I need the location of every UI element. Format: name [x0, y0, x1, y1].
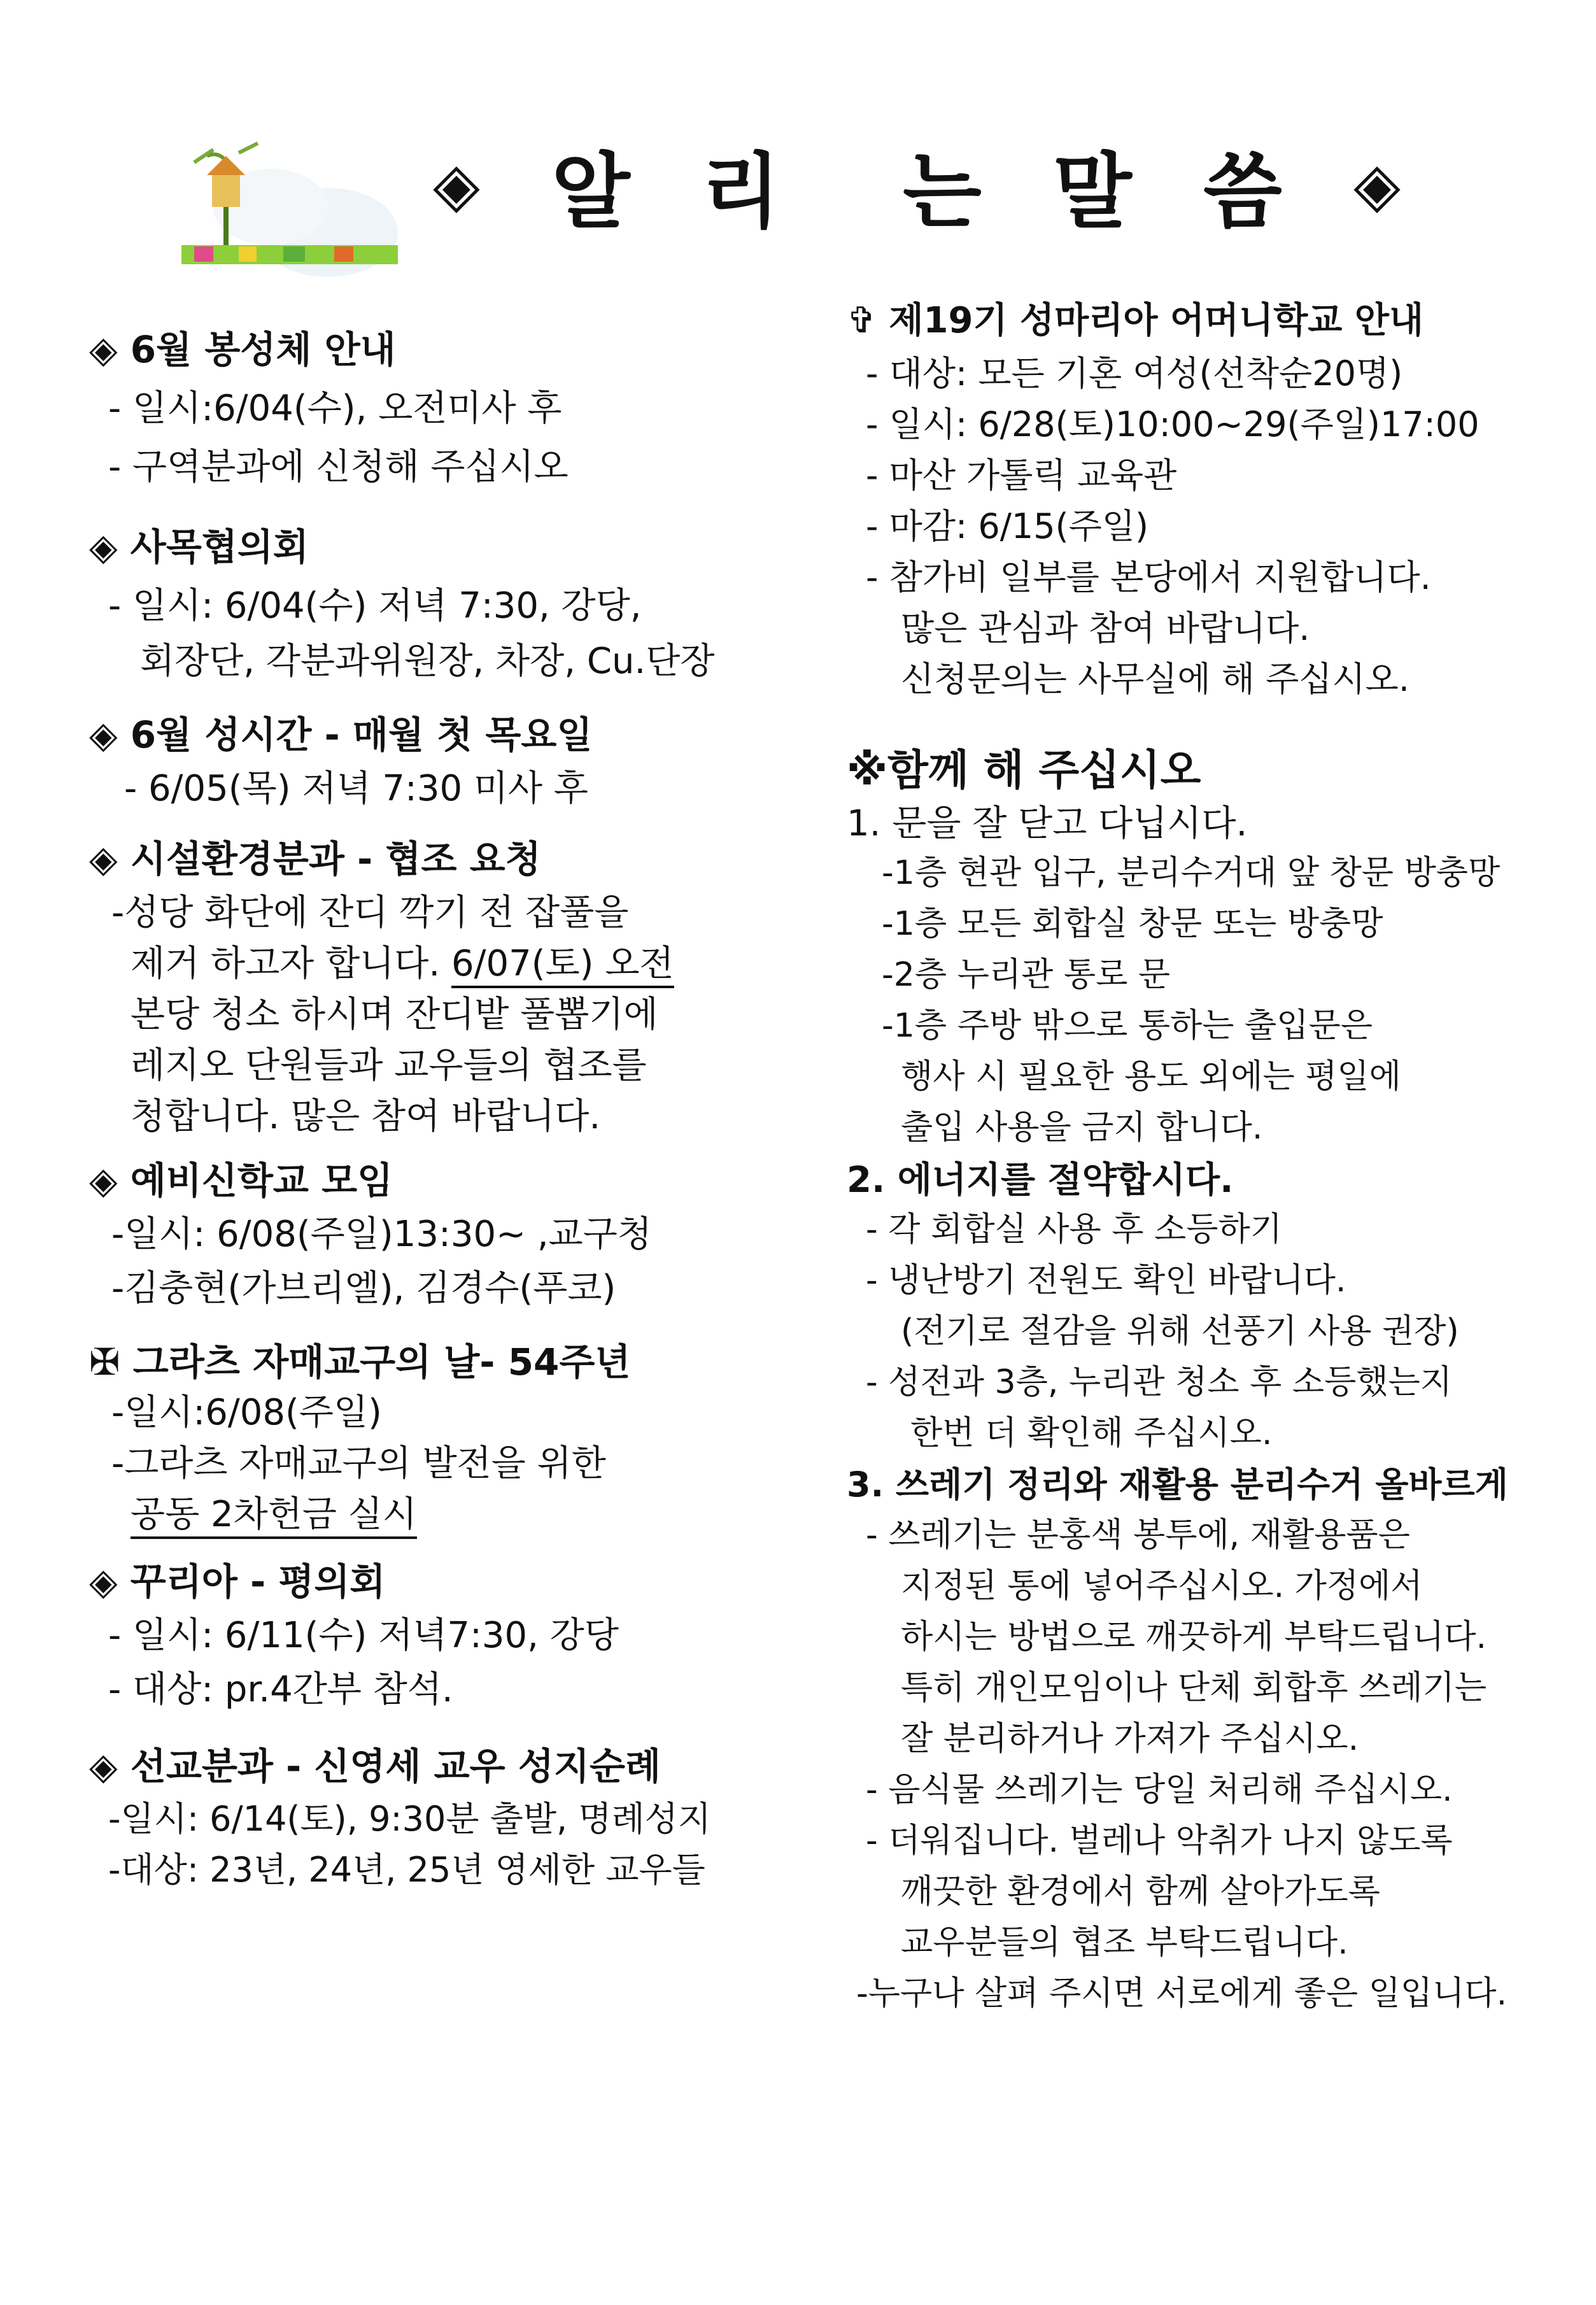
notice-line: - 음식물 쓰레기는 당일 처리해 주십시오.	[866, 1771, 1453, 1809]
notice-line: 잘 분리하거나 가져가 주십시오.	[901, 1720, 1359, 1758]
highlight-text: 공동 2차헌금 실시	[131, 1494, 417, 1539]
title-char: 리	[702, 145, 780, 239]
notice-line: 출입 사용을 금지 합니다.	[901, 1109, 1263, 1147]
notice-line: 한번 더 확인해 주십시오.	[910, 1414, 1273, 1452]
notice-line: - 일시: 6/04(수) 저녁 7:30, 강당,	[108, 585, 642, 627]
notice-line: -일시: 6/14(토), 9:30분 출발, 명례성지	[108, 1799, 711, 1839]
section-heading: ✠ 그라츠 자매교구의 날- 54주년	[89, 1340, 631, 1384]
highlight-date: 6/07(토) 오전	[451, 943, 674, 988]
notice-line: - 일시:6/04(수), 오전미사 후	[108, 388, 562, 429]
notice-line: - 냉난방기 전원도 확인 바랍니다.	[866, 1261, 1346, 1300]
section-heading: ◈ 6월 봉성체 안내	[89, 328, 396, 371]
notice-line: - 6/05(목) 저녁 7:30 미사 후	[124, 768, 588, 809]
section-heading: ◈ 사목협의회	[89, 525, 309, 569]
notice-line: 교우분들의 협조 부탁드립니다.	[901, 1924, 1348, 1962]
diamond-icon: ◈	[1353, 149, 1401, 220]
notice-line: -일시: 6/08(주일)13:30~ ,교구청	[111, 1214, 652, 1255]
section-heading: ※함께 해 주십시오	[847, 746, 1201, 795]
notice-line: - 각 회합실 사용 후 소등하기	[866, 1210, 1282, 1249]
notice-line: 레지오 단원들과 교우들의 협조를	[131, 1045, 647, 1086]
notice-line	[131, 1493, 417, 1536]
notice-line: -1층 현관 입구, 분리수거대 앞 창문 방충망	[882, 854, 1501, 892]
notice-line: - 성전과 3층, 누리관 청소 후 소등했는지	[866, 1363, 1453, 1401]
notice-line: -대상: 23년, 24년, 25년 영세한 교우들	[108, 1850, 705, 1890]
notice-line: 하시는 방법으로 깨끗하게 부탁드립니다.	[901, 1618, 1487, 1656]
title-char: 씀	[1203, 145, 1282, 239]
notice-line: 회장단, 각분과위원장, 차장, Cu.단장	[140, 641, 715, 682]
notice-line: - 더워집니다. 벌레나 악취가 나지 않도록	[866, 1822, 1453, 1860]
notice-line: - 마산 가톨릭 교육관	[866, 455, 1177, 495]
section-heading: ◈ 꾸리아 - 평의회	[89, 1560, 386, 1603]
notice-line: - 참가비 일부를 본당에서 지원합니다.	[866, 557, 1431, 597]
numbered-item: 1. 문을 잘 닫고 다닙시다.	[847, 803, 1248, 844]
notice-line: 특히 개인모임이나 단체 회합후 쓰레기는	[901, 1669, 1487, 1707]
notice-line: -성당 화단에 잔디 깍기 전 잡풀을	[111, 892, 629, 933]
notice-line: - 일시: 6/28(토)10:00~29(주일)17:00	[866, 404, 1479, 444]
notice-line: - 대상: pr.4간부 참석.	[108, 1669, 453, 1710]
title-char: 알	[551, 145, 630, 239]
notice-line: -누구나 살펴 주시면 서로에게 좋은 일입니다.	[856, 1975, 1508, 2013]
notice-text: 제거 하고자 합니다.	[131, 943, 451, 984]
notice-line: -김충현(가브리엘), 김경수(푸코)	[111, 1268, 616, 1309]
notice-line: -2층 누리관 통로 문	[882, 956, 1171, 994]
section-heading: ◈ 시설환경분과 - 협조 요청	[89, 837, 541, 881]
notice-line: -1층 모든 회합실 창문 또는 방충망	[882, 905, 1383, 943]
title-char: 말	[1053, 145, 1132, 239]
title-char: 는	[903, 145, 982, 239]
notice-line: -1층 주방 밖으로 통하는 출입문은	[882, 1007, 1373, 1045]
notice-line: 청합니다. 많은 참여 바랍니다.	[131, 1096, 601, 1137]
section-heading: ◈ 선교분과 - 신영세 교우 성지순례	[89, 1745, 661, 1788]
section-heading: ◈ 예비신학교 모임	[89, 1159, 393, 1202]
notice-line: - 마감: 6/15(주일)	[866, 506, 1149, 546]
notice-line: 행사 시 필요한 용도 외에는 평일에	[901, 1058, 1401, 1096]
notice-line: -그라츠 자매교구의 발전을 위한	[111, 1443, 606, 1484]
section-heading: ◈ 6월 성시간 - 매월 첫 목요일	[89, 713, 593, 756]
notice-line: (전기로 절감을 위해 선풍기 사용 권장)	[901, 1312, 1459, 1351]
numbered-item: 2. 에너지를 절약합시다.	[847, 1160, 1234, 1201]
notice-line: - 쓰레기는 분홍색 봉투에, 재활용품은	[866, 1516, 1410, 1554]
notice-line	[131, 942, 674, 985]
diamond-icon: ◈	[433, 149, 480, 220]
section-heading: ✞ 제19기 성마리아 어머니학교 안내	[847, 300, 1424, 341]
church-logo-illustration	[181, 137, 398, 283]
notice-line: 많은 관심과 참여 바랍니다.	[901, 608, 1310, 648]
page-title	[433, 131, 1401, 239]
notice-line: 신청문의는 사무실에 해 주십시오.	[901, 659, 1409, 699]
notice-line: - 일시: 6/11(수) 저녁7:30, 강당	[108, 1615, 619, 1656]
notice-line: - 구역분과에 신청해 주십시오	[108, 446, 568, 488]
numbered-item: 3. 쓰레기 정리와 재활용 분리수거 올바르게	[847, 1465, 1508, 1505]
notice-line: -일시:6/08(주일)	[111, 1392, 382, 1433]
notice-line: 지정된 통에 넣어주십시오. 가정에서	[901, 1567, 1423, 1605]
notice-line: 깨끗한 환경에서 함께 살아가도록	[901, 1873, 1380, 1911]
notice-line: 본당 청소 하시며 잔디밭 풀뽑기에	[131, 994, 658, 1035]
notice-line: - 대상: 모든 기혼 여성(선착순20명)	[866, 353, 1403, 394]
